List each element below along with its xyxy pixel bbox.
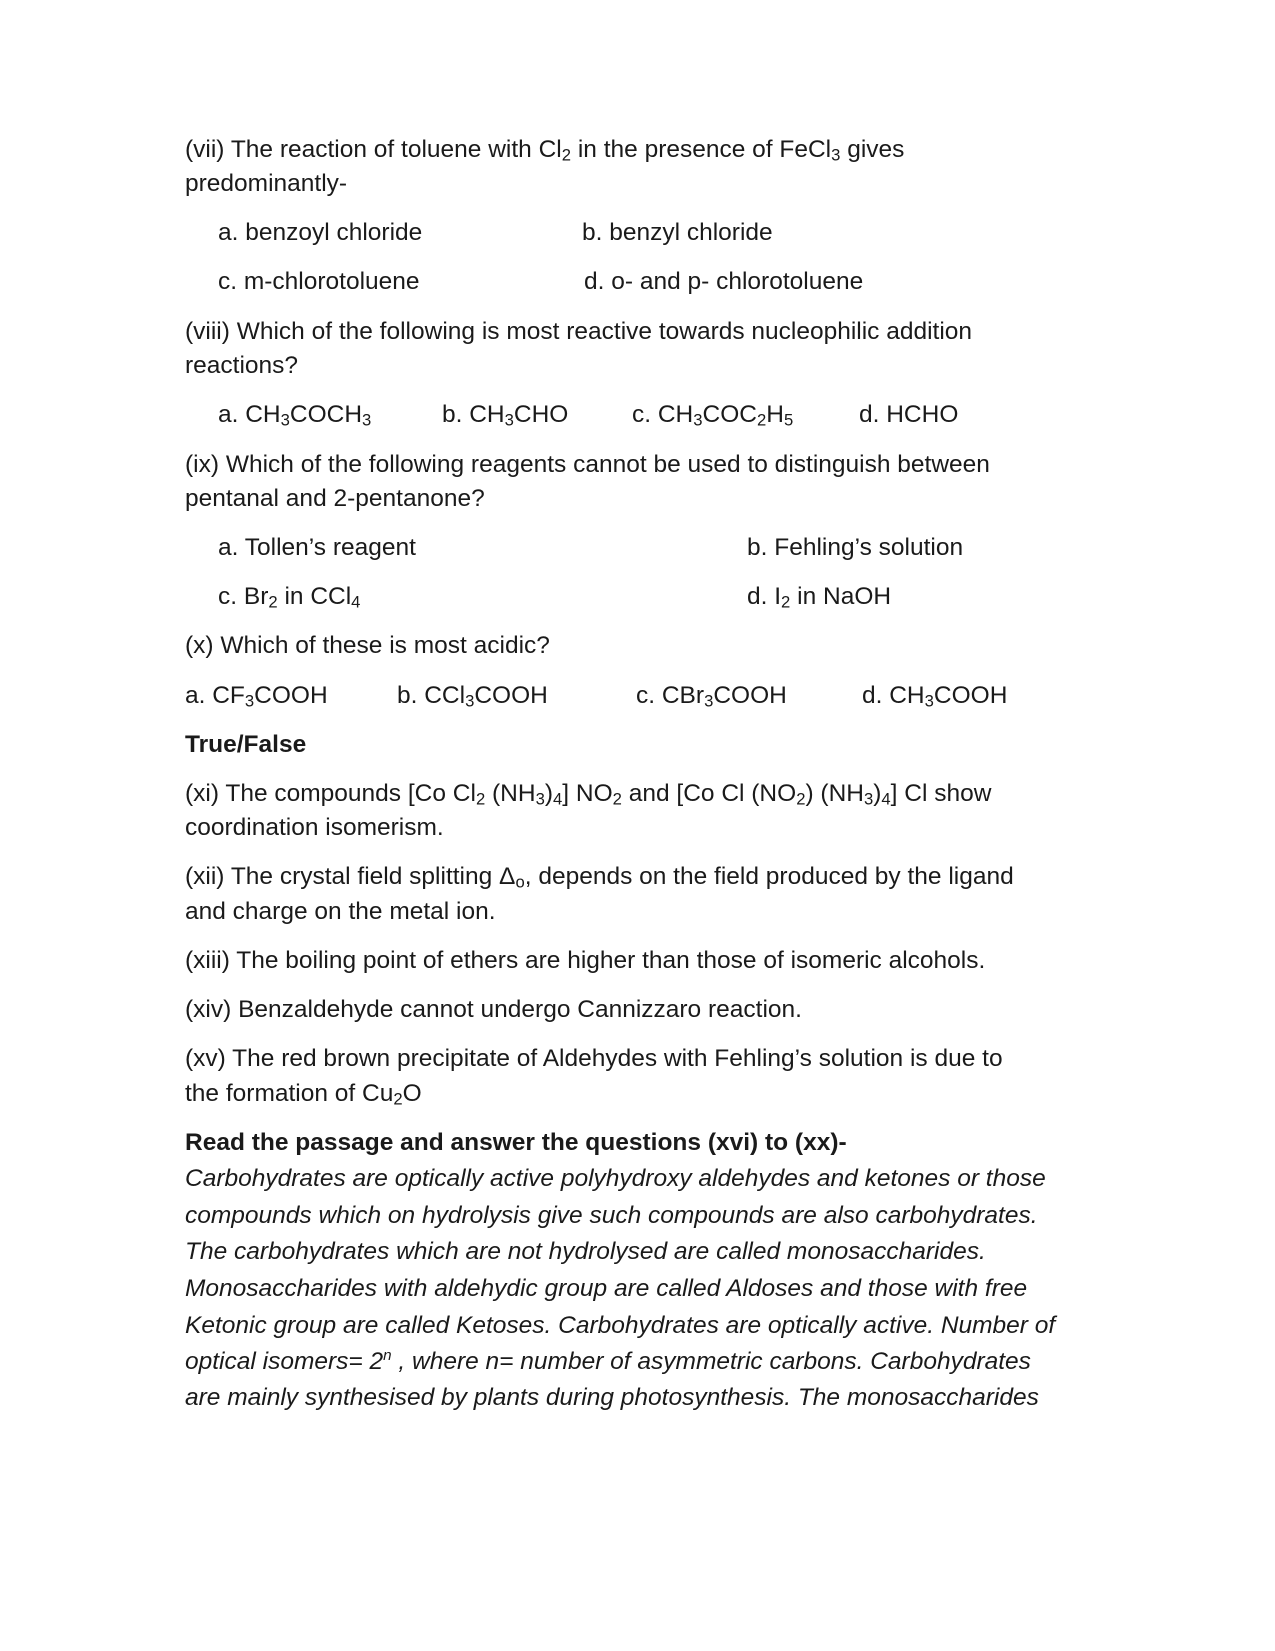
option-ix-a: a. Tollen’s reagent bbox=[218, 534, 416, 561]
question-vii-line-2: predominantly- bbox=[185, 170, 348, 197]
option-vii-b: b. benzyl chloride bbox=[582, 219, 773, 246]
option-viii-d: d. HCHO bbox=[859, 401, 959, 428]
statement-xi-line-2: coordination isomerism. bbox=[185, 814, 444, 841]
option-ix-b: b. Fehling’s solution bbox=[747, 534, 964, 561]
option-x-a: a. $CF_3COOH$ bbox=[185, 682, 328, 711]
option-viii-a: a. $CH_3COCH_3$ bbox=[218, 401, 372, 430]
question-ix-line-2: pentanal and 2-pentanone? bbox=[185, 485, 485, 512]
statement-xv-line-1: (xv) The red brown precipitate of Aldehydes with Fehling’s solution is due to bbox=[185, 1045, 1003, 1072]
statement-xv-line-2: the formation of $Cu_2O$ bbox=[185, 1080, 422, 1109]
passage-heading: Read the passage and answer the questions (xvi) to (xx)- bbox=[185, 1129, 847, 1156]
statement-xiv: (xiv) Benzaldehyde cannot undergo Cannizzaro reaction. bbox=[185, 996, 802, 1023]
statement-xiii: (xiii) The boiling point of ethers are higher than those of isomeric alcohols. bbox=[185, 947, 986, 974]
option-vii-d: d. o- and p- chlorotoluene bbox=[584, 268, 864, 295]
question-viii-line-1: (viii) Which of the following is most reactive towards nucleophilic addition bbox=[185, 318, 973, 345]
passage-line-6: optical isomers= $2^n$ , where n= number of asymmetric carbons. Carbohydrates bbox=[185, 1346, 1031, 1375]
option-x-d: d. $CH_3COOH$ bbox=[862, 682, 1008, 711]
passage-line-3: The carbohydrates which are not hydrolysed are called monosaccharides. bbox=[185, 1238, 986, 1265]
option-ix-d: d. $I_2$ in NaOH bbox=[747, 583, 892, 612]
passage-line-5: Ketonic group are called Ketoses. Carbohydrates are optically active. Number of bbox=[185, 1312, 1056, 1339]
passage-line-1: Carbohydrates are optically active polyhydroxy aldehydes and ketones or those bbox=[185, 1165, 1046, 1192]
option-x-c: c. CBr$_3$COOH bbox=[636, 682, 787, 711]
question-viii-line-2: reactions? bbox=[185, 352, 299, 379]
true-false-heading: True/False bbox=[185, 731, 307, 758]
option-vii-c: c. m-chlorotoluene bbox=[218, 268, 420, 295]
question-x-line-1: (x) Which of these is most acidic? bbox=[185, 632, 550, 659]
option-viii-c: c. $CH_3COC_2H_5$ bbox=[632, 401, 794, 430]
statement-xii-line-1: (xii) The crystal field splitting $\Delta_o$, depends on the field produced by the ligand bbox=[185, 863, 1014, 892]
option-ix-c: c. $Br_2$ in CCl$_4$ bbox=[218, 583, 361, 612]
statement-xi-line-1: (xi) The compounds [Co $Cl_2$ $(NH_3)_4$] $NO_2$ and [Co Cl $(NO_2)$ $(NH_3)_4$] Cl show bbox=[185, 780, 992, 809]
option-vii-a: a. benzoyl chloride bbox=[218, 219, 423, 246]
passage-line-2: compounds which on hydrolysis give such compounds are also carbohydrates. bbox=[185, 1202, 1038, 1229]
option-x-b: b. CCl$_3$COOH bbox=[397, 682, 548, 711]
statement-xii-line-2: and charge on the metal ion. bbox=[185, 898, 496, 925]
option-viii-b: b. $CH_3CHO$ bbox=[442, 401, 569, 430]
passage-line-4: Monosaccharides with aldehydic group are called Aldoses and those with free bbox=[185, 1275, 1028, 1302]
question-ix-line-1: (ix) Which of the following reagents cannot be used to distinguish between bbox=[185, 451, 990, 478]
question-vii-line-1: (vii) The reaction of toluene with $Cl_2$ in the presence of FeCl$_3$ gives bbox=[185, 136, 905, 165]
passage-line-7: are mainly synthesised by plants during photosynthesis. The monosaccharides bbox=[185, 1384, 1039, 1411]
